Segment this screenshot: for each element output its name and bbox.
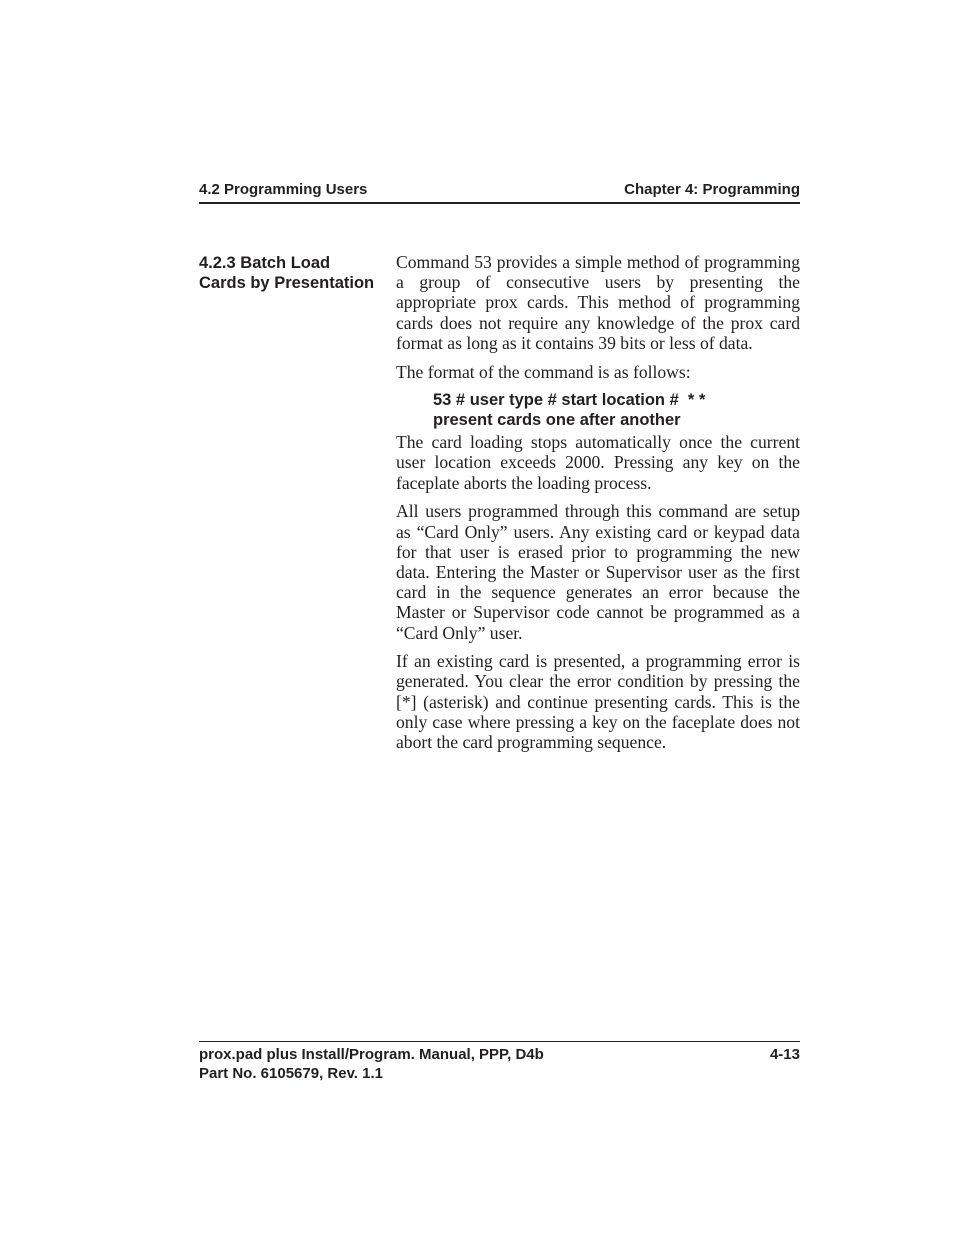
command-syntax-line1: 53 # user type # start location # * * bbox=[433, 391, 706, 410]
section-heading-line1: 4.2.3 Batch Load bbox=[199, 254, 331, 272]
section-heading bbox=[199, 253, 389, 293]
paragraph-intro: Command 53 provides a simple method of programming a group of consecutive users by presenting the appropriate prox cards. This method of programming cards does not require any knowledge of the prox card format as long as it contains 39 bits or less of data. bbox=[396, 252, 800, 353]
paragraph-existing-card: If an existing card is presented, a programming error is generated. You clear the error condition by pressing the [*] (asterisk) and continue presenting cards. This is the only case where pressing a key on the faceplate does not abort the card programming sequence. bbox=[396, 651, 800, 753]
footer-left bbox=[199, 1045, 544, 1083]
running-header bbox=[199, 180, 800, 204]
header-section-title: 4.2 Programming Users bbox=[199, 181, 368, 198]
body-text bbox=[396, 252, 800, 761]
page-footer bbox=[199, 1041, 800, 1082]
paragraph-loading-stop: The card loading stops automatically once the current user location exceeds 2000. Pressing any key on the faceplate aborts the loading process. bbox=[396, 432, 800, 493]
footer-page-number: 4-13 bbox=[769, 1046, 800, 1063]
section-heading-line2: Cards by Presentation bbox=[199, 274, 375, 292]
command-syntax-line2: present cards one after another bbox=[433, 411, 681, 430]
footer-part-number: Part No. 6105679, Rev. 1.1 bbox=[199, 1065, 383, 1082]
header-chapter-title: Chapter 4: Programming bbox=[624, 181, 800, 198]
footer-manual-title: prox.pad plus Install/Program. Manual, PPP, D4b bbox=[199, 1046, 544, 1063]
paragraph-card-only: All users programmed through this command are setup as “Card Only” users. Any existing card or keypad data for that user is erased prior to programming the new data. Entering the Master or Supervisor user as the first card in the sequence generates an error because the Master or Supervisor code cannot be programmed as a “Card Only” user. bbox=[396, 501, 800, 643]
paragraph-format: The format of the command is as follows: bbox=[396, 361, 691, 382]
command-syntax bbox=[433, 390, 800, 430]
